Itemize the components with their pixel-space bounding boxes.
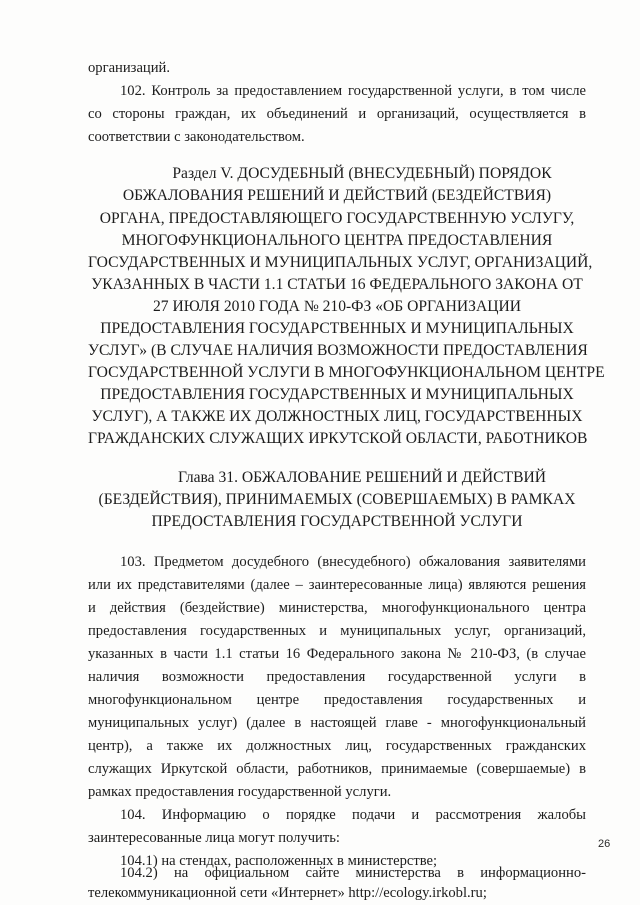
heading-line: ГРАЖДАНСКИХ СЛУЖАЩИХ ИРКУТСКОЙ ОБЛАСТИ, РАБОТНИКОВ [88, 430, 588, 447]
heading-line: УСЛУГ), А ТАКЖЕ ИХ ДОЛЖНОСТНЫХ ЛИЦ, ГОСУДАРСТВЕННЫХ [91, 408, 583, 425]
text-line: наличия возможности предоставления государственной услуги в [88, 669, 586, 685]
text-line: и действия (бездействие) министерства, многофункционального центра [88, 600, 586, 616]
heading-line: ГОСУДАРСТВЕННОЙ УСЛУГИ В МНОГОФУНКЦИОНАЛЬНОМ ЦЕНТРЕ [88, 364, 605, 381]
heading-line: 27 ИЮЛЯ 2010 ГОДА № 210-ФЗ «ОБ ОРГАНИЗАЦИИ [152, 298, 522, 315]
heading-line: (БЕЗДЕЙСТВИЯ), ПРИНИМАЕМЫХ (СОВЕРШАЕМЫХ) В РАМКАХ [98, 491, 576, 508]
text-line: 104.2) на официальном сайте министерства в информационно- [120, 865, 586, 881]
text-line: соответствии с законодательством. [88, 129, 305, 145]
text-line: или их представителями (далее – заинтересованные лица) являются решения [88, 577, 586, 593]
text-line: 103. Предметом досудебного (внесудебного) обжалования заявителями [120, 554, 586, 570]
heading-line: ПРЕДОСТАВЛЕНИЯ ГОСУДАРСТВЕННОЙ УСЛУГИ [151, 513, 523, 530]
heading-line: Глава 31. ОБЖАЛОВАНИЕ РЕШЕНИЙ И ДЕЙСТВИЙ [177, 469, 546, 486]
text-line: организаций. [88, 60, 170, 76]
heading-line: ПРЕДОСТАВЛЕНИЯ ГОСУДАРСТВЕННЫХ И МУНИЦИПАЛЬНЫХ [100, 320, 574, 337]
heading-line: Раздел V. ДОСУДЕБНЫЙ (ВНЕСУДЕБНЫЙ) ПОРЯДОК [172, 165, 552, 182]
text-line: служащих Иркутской области, работников, принимаемые (совершаемые) в [88, 761, 586, 777]
text-line: указанных в части 1.1 статьи 16 Федерального закона № 210-ФЗ, (в случае [88, 646, 586, 662]
text-line: 102. Контроль за предоставлением государственной услуги, в том числе [120, 83, 586, 99]
heading-line: ОРГАНА, ПРЕДОСТАВЛЯЮЩЕГО ГОСУДАРСТВЕННУЮ УСЛУГУ, [99, 210, 575, 227]
text-line: 104.1) на стендах, расположенных в министерстве; [120, 853, 438, 869]
heading-line: ОБЖАЛОВАНИЯ РЕШЕНИЙ И ДЕЙСТВИЙ (БЕЗДЕЙСТВИЯ) [122, 187, 552, 204]
text-line: 104. Информацию о порядке подачи и рассмотрения жалобы [120, 807, 586, 823]
heading-line: ГОСУДАРСТВЕННЫХ И МУНИЦИПАЛЬНЫХ УСЛУГ, ОРГАНИЗАЦИЙ, [88, 254, 593, 271]
heading-line: УСЛУГ» (В СЛУЧАЕ НАЛИЧИЯ ВОЗМОЖНОСТИ ПРЕДОСТАВЛЕНИЯ [88, 342, 588, 359]
text-line: муниципальных услуг) (далее в настоящей главе - многофункциональный [88, 715, 586, 731]
text-line: многофункциональном центре предоставления государственных и [88, 692, 586, 708]
text-line: центр), а также их должностных лиц, государственных гражданских [88, 738, 586, 754]
heading-line: МНОГОФУНКЦИОНАЛЬНОГО ЦЕНТРА ПРЕДОСТАВЛЕНИЯ [121, 232, 553, 249]
text-line: рамках предоставления государственной услуги. [88, 784, 392, 800]
text-line: заинтересованные лица могут получить: [88, 830, 340, 846]
text-line: телекоммуникационной сети «Интернет» http://ecology.irkobl.ru; [88, 885, 487, 901]
text-line: предоставления государственных и муниципальных услуг, организаций, [88, 623, 586, 639]
page-number: 26 [598, 838, 611, 850]
heading-line: УКАЗАННЫХ В ЧАСТИ 1.1 СТАТЬИ 16 ФЕДЕРАЛЬНОГО ЗАКОНА ОТ [91, 276, 583, 293]
text-line: со стороны граждан, их объединений и организаций, осуществляется в [88, 106, 586, 122]
heading-line: ПРЕДОСТАВЛЕНИЯ ГОСУДАРСТВЕННЫХ И МУНИЦИПАЛЬНЫХ [100, 386, 574, 403]
